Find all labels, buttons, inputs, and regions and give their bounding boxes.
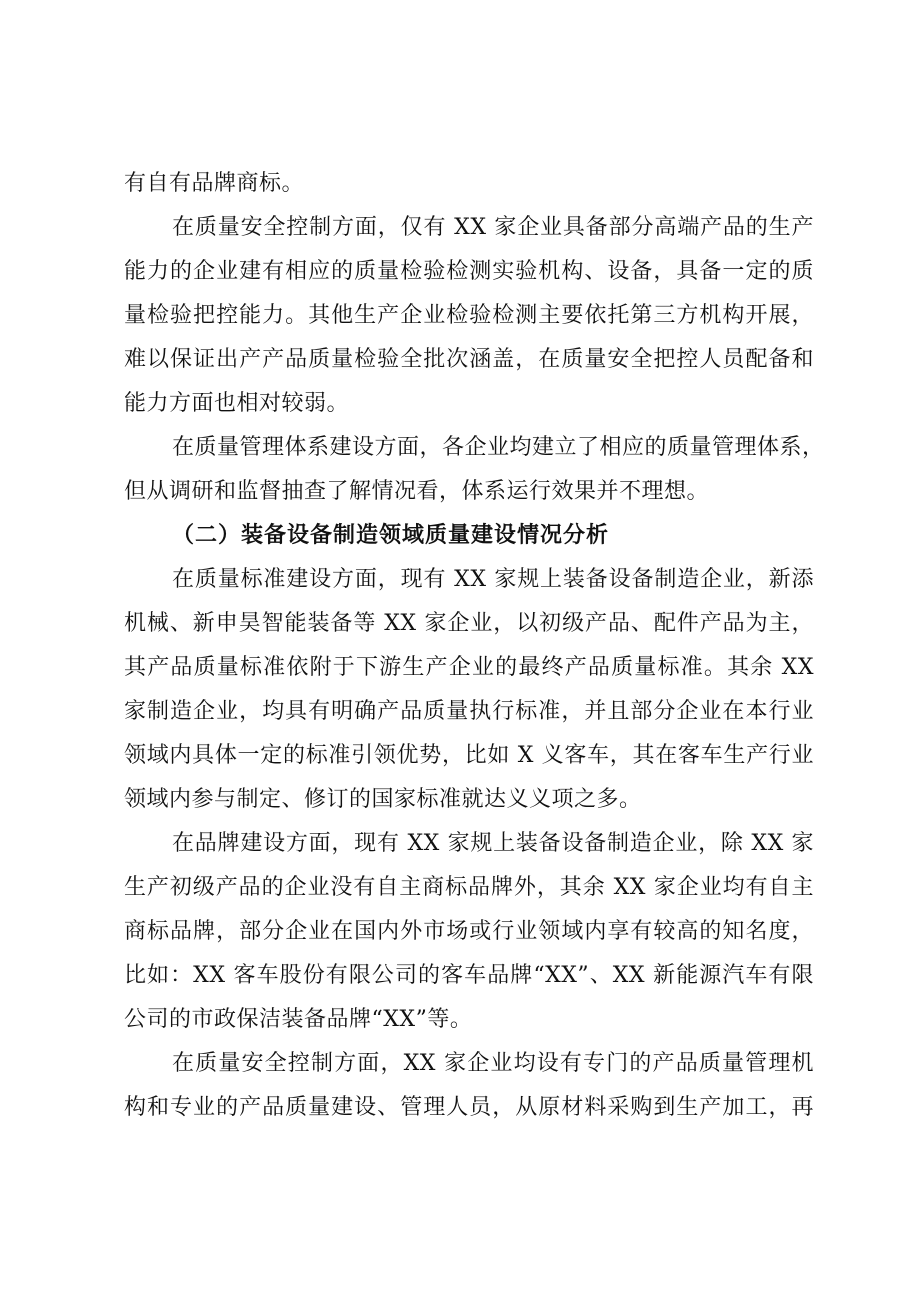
text-line: 比如：XX 客车股份有限公司的客车品牌“XX”、XX 新能源汽车有限 xyxy=(124,963,814,988)
text-line: 商标品牌，部分企业在国内外市场或行业领域内享有较高的知名度， xyxy=(124,919,814,944)
text-line: 领域内参与制定、修订的国家标准就达义义项之多。 xyxy=(124,787,642,812)
text-line: 但从调研和监督抽查了解情况看，体系运行效果并不理想。 xyxy=(124,479,710,504)
text-line: 在品牌建设方面，现有 XX 家规上装备设备制造企业，除 XX 家 xyxy=(172,831,814,856)
text-line: 构和专业的产品质量建设、管理人员，从原材料采购到生产加工，再 xyxy=(124,1095,814,1120)
text-line: 能力方面也相对较弱。 xyxy=(124,391,350,416)
text-line: 机械、新申昊智能装备等 XX 家企业，以初级产品、配件产品为主， xyxy=(124,611,814,636)
text-line: 难以保证出产产品质量检验全批次涵盖，在质量安全把控人员配备和 xyxy=(124,347,814,372)
text-line: 能力的企业建有相应的质量检验检测实验机构、设备，具备一定的质 xyxy=(124,259,814,284)
text-line: 在质量标准建设方面，现有 XX 家规上装备设备制造企业，新添 xyxy=(172,567,814,592)
text-line: 在质量安全控制方面，XX 家企业均设有专门的产品质量管理机 xyxy=(172,1051,814,1076)
text-line: 有自有品牌商标。 xyxy=(124,171,305,196)
text-line: 在质量管理体系建设方面，各企业均建立了相应的质量管理体系， xyxy=(172,435,825,460)
text-line: 公司的市政保洁装备品牌“XX”等。 xyxy=(124,1007,473,1032)
text-line: 其产品质量标准依附于下游生产企业的最终产品质量标准。其余 XX xyxy=(124,655,814,680)
text-line: 生产初级产品的企业没有自主商标品牌外，其余 XX 家企业均有自主 xyxy=(124,875,814,900)
section-heading: （二）装备设备制造领域质量建设情况分析 xyxy=(172,523,610,548)
text-line: 领域内具体一定的标准引领优势，比如 X 义客车，其在客车生产行业 xyxy=(124,743,814,768)
text-line: 在质量安全控制方面，仅有 XX 家企业具备部分高端产品的生产 xyxy=(172,215,814,240)
text-line: 家制造企业，均具有明确产品质量执行标准，并且部分企业在本行业 xyxy=(124,699,814,724)
text-line: 量检验把控能力。其他生产企业检验检测主要依托第三方机构开展， xyxy=(124,303,814,328)
